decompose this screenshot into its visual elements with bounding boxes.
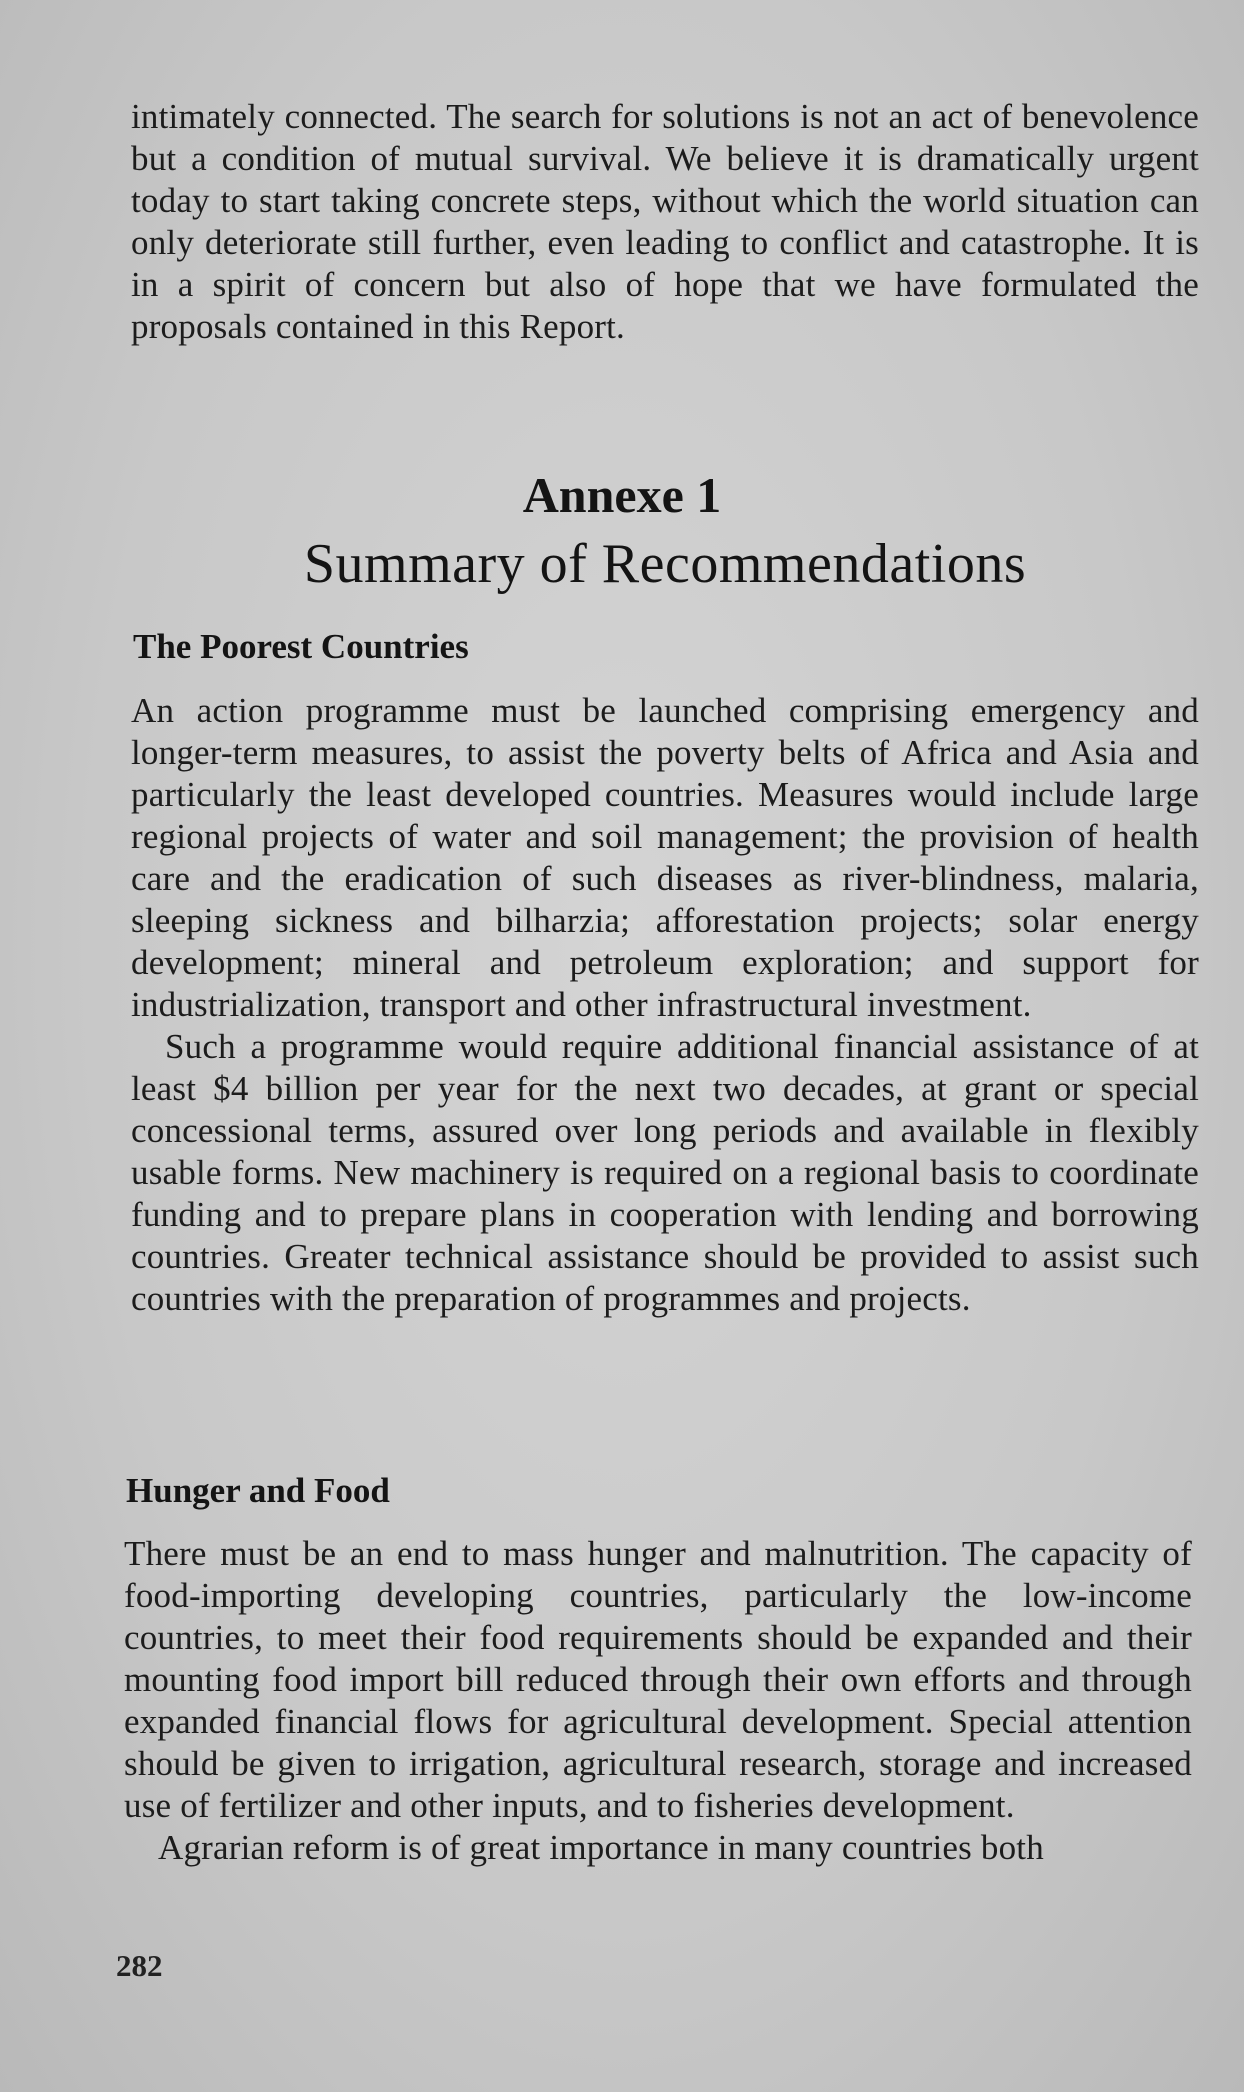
section-heading-poorest-countries: The Poorest Countries bbox=[133, 627, 469, 666]
paragraph: An action programme must be launched comprising emergency and longer-term measures, to assist the poverty belts of Africa and Asia and particularly the least developed countries. Measures would include large regional projects of water and soil management; the provision of health care and the eradication of such diseases as river-blindness, malaria, sleeping sickness and bilharzia; afforestation projects; solar energy development; mineral and petroleum exploration; and support for industrialization, transport and other infrastructural investment. bbox=[131, 691, 1199, 1024]
annexe-title: Annexe 1 bbox=[522, 467, 722, 523]
intro-paragraph: intimately connected. The search for solutions is not an act of benevolence but a condition of mutual survival. We believe it is dramatically urgent today to start taking concrete steps, without which the world situation can only deteriorate still further, even leading to conflict and catastrophe. It is in a spirit of concern but also of hope that we have formulated the proposals contained in this Report. bbox=[131, 97, 1199, 346]
page-number: 282 bbox=[116, 1948, 163, 1983]
section-heading-hunger-and-food: Hunger and Food bbox=[126, 1471, 390, 1510]
section-body-hunger-and-food bbox=[124, 1533, 1192, 1869]
paragraph: Such a programme would require additional financial assistance of at least $4 billion per year for the next two decades, at grant or special concessional terms, assured over long periods and available in flexibly usable forms. New machinery is required on a regional basis to coordinate funding and to prepare plans in cooperation with lending and borrowing countries. Greater technical assistance should be provided to assist such countries with the preparation of programmes and projects. bbox=[131, 1027, 1199, 1318]
paragraph: Agrarian reform is of great importance in many countries both bbox=[158, 1828, 1044, 1867]
intro-paragraph-block bbox=[131, 96, 1199, 348]
paragraph: There must be an end to mass hunger and malnutrition. The capacity of food-importing developing countries, particularly the low-income countries, to meet their food requirements should be expanded and their mounting food import bill reduced through their own efforts and through expanded financial flows for agricultural development. Special attention should be given to irrigation, agricultural research, storage and increased use of fertilizer and other inputs, and to fisheries development. bbox=[124, 1534, 1192, 1825]
section-body-poorest-countries bbox=[131, 690, 1199, 1320]
annexe-subtitle: Summary of Recommendations bbox=[303, 533, 1027, 595]
